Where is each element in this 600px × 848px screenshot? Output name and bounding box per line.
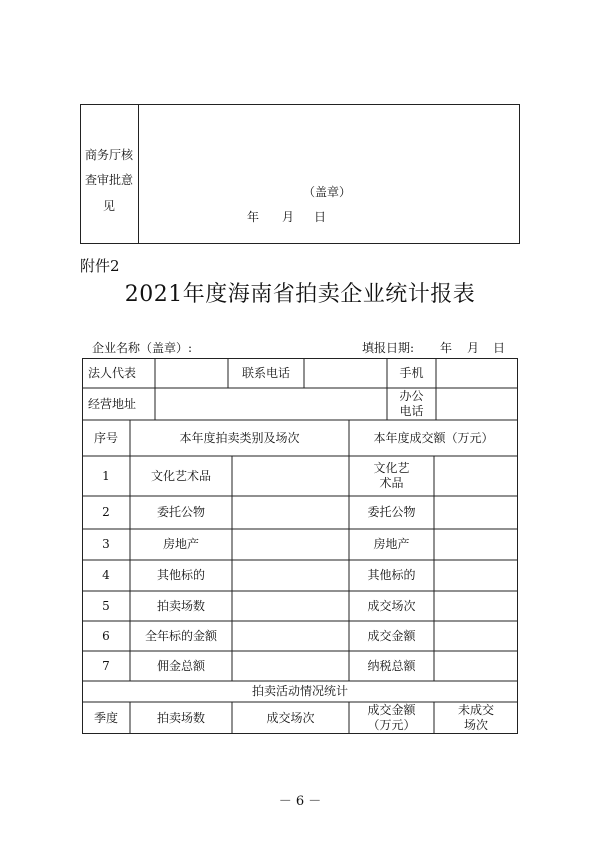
row-no: 5 [102, 598, 110, 613]
row-right-label: 委托公物 [367, 505, 416, 519]
fill-date-day: 日 [493, 341, 506, 355]
approval-date-month: 月 [282, 210, 295, 224]
category-header: 本年度拍卖类别及场次 [179, 430, 300, 445]
row-left-label: 房地产 [162, 537, 199, 551]
row-no: 4 [102, 568, 110, 582]
fill-date-month: 月 [467, 341, 480, 355]
page-number: － 6 － [278, 794, 322, 809]
office-phone-label: 办公 电话 [399, 389, 424, 418]
approval-date-day: 日 [314, 210, 327, 224]
row-right-label: 纳税总额 [367, 658, 416, 673]
row-right-label: 成交场次 [367, 598, 416, 613]
office-phone-field[interactable] [436, 388, 518, 420]
row-no: 6 [102, 628, 110, 643]
row-left-label: 拍卖场数 [156, 598, 205, 613]
approval-label-line-1: 商务厅核 [84, 148, 133, 162]
stats-table [82, 358, 518, 734]
row-left-label: 佣金总额 [156, 658, 205, 673]
activity-title: 拍卖活动情况统计 [251, 684, 348, 698]
activity-header-amount: 成交金额 （万元） [367, 703, 416, 732]
row-left-label: 其他标的 [156, 568, 205, 582]
address-label: 经营地址 [88, 396, 137, 411]
approval-label-line-3: 见 [102, 199, 115, 213]
approval-box [80, 104, 520, 244]
approval-divider [138, 104, 139, 244]
address-field[interactable] [155, 388, 387, 420]
contact-phone-field[interactable] [304, 358, 387, 388]
row-right-label: 成交金额 [367, 628, 416, 643]
row-left-label: 委托公物 [156, 505, 205, 519]
fill-date-label: 填报日期: [362, 341, 415, 355]
amount-header: 本年度成交额（万元） [373, 430, 494, 445]
mobile-label: 手机 [399, 365, 424, 380]
approval-label-line-2: 查审批意 [84, 173, 133, 187]
row-right-label: 其他标的 [367, 568, 416, 582]
legal-rep-label: 法人代表 [88, 365, 137, 380]
row-no: 2 [102, 505, 110, 519]
fill-date-year: 年 [440, 341, 453, 355]
activity-header-sessions: 拍卖场数 [156, 710, 205, 725]
row-right-label: 房地产 [373, 537, 410, 551]
legal-rep-field[interactable] [155, 358, 228, 388]
activity-header-quarter: 季度 [93, 710, 118, 725]
activity-header-deals: 成交场次 [266, 710, 315, 725]
row-left-label: 全年标的金额 [144, 628, 217, 643]
row-right-label: 文化艺 术品 [373, 461, 410, 490]
mobile-field[interactable] [436, 358, 518, 388]
row-no: 3 [102, 537, 110, 551]
page-title: 2021年度海南省拍卖企业统计报表 [124, 282, 476, 307]
seq-header: 序号 [93, 430, 118, 445]
row-left-label: 文化艺术品 [150, 468, 211, 483]
company-name-label: 企业名称（盖章）: [92, 341, 193, 355]
activity-header-unsold: 未成交 场次 [457, 703, 494, 732]
row-no: 1 [102, 468, 110, 483]
seal-note: （盖章） [303, 185, 352, 199]
contact-phone-label: 联系电话 [241, 365, 290, 380]
row-no: 7 [102, 658, 110, 673]
approval-date-year: 年 [247, 210, 260, 224]
attachment-label: 附件2 [80, 257, 120, 275]
